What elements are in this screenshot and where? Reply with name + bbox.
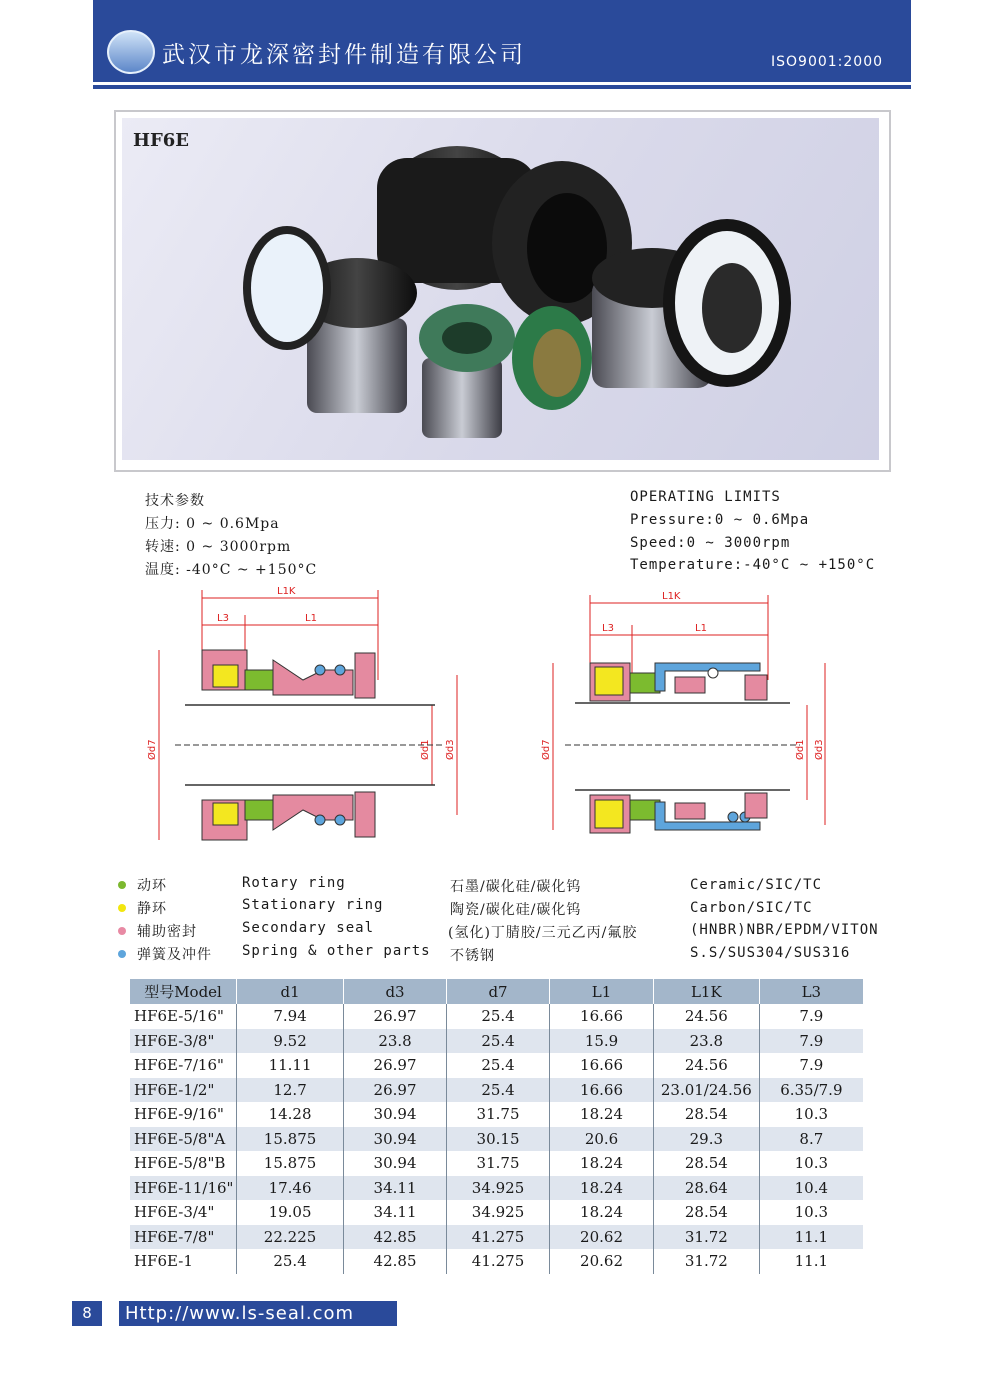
table-cell: 42.85 [344,1225,447,1250]
col-header-d3: d3 [344,979,447,1004]
specs-cn-pressure: 压力: 0 ~ 0.6Mpa [145,516,280,532]
table-row [130,1029,863,1054]
legend-en-0: Rotary ring [242,875,346,891]
company-name: 武汉市龙深密封件制造有限公司 [162,42,526,68]
table-cell: 7.9 [799,1056,824,1075]
table-row [130,1078,863,1103]
table-row [130,1102,863,1127]
drawing-right [535,585,835,860]
legend-dot-secondary [118,927,126,935]
legend-dot-rotary [118,881,126,889]
table-cell: 17.46 [237,1176,344,1201]
seal-photo-illustration [122,118,879,460]
table-header-row [130,979,863,1004]
table-cell: 25.4 [446,1078,549,1103]
table-cell: 24.56 [653,1053,759,1078]
table-cell: 10.4 [759,1176,863,1201]
table-cell: HF6E-5/16" [130,1004,237,1029]
legend-en-3: Spring & other parts [242,943,431,959]
table-cell: 31.72 [653,1225,759,1250]
table-cell: 23.8 [653,1029,759,1054]
table-cell: HF6E-11/16" [130,1176,237,1201]
legend-mat-cn-2: (氢化)丁腈胶/三元乙丙/氟胶 [448,925,638,941]
table-cell: 31.75 [446,1102,549,1127]
dim-d7-left: Ød7 [147,739,158,760]
table-cell: 28.54 [653,1102,759,1127]
table-cell: 16.66 [550,1078,654,1103]
specs-en-temperature: Temperature:-40°C ~ +150°C [630,557,876,573]
table-cell: 41.275 [446,1225,549,1250]
legend-mat-cn-3: 不锈钢 [450,948,495,964]
drawing-left [145,585,475,860]
table-cell: HF6E-5/8"A [130,1127,237,1152]
dim-d7-right: Ød7 [541,739,552,760]
table-body [130,1004,863,1274]
table-cell: 26.97 [344,1053,447,1078]
table-cell: 18.24 [550,1200,654,1225]
legend-mat-cn-0: 石墨/碳化硅/碳化钨 [450,879,582,895]
table-row [130,1151,863,1176]
legend-cn-2: 辅助密封 [137,924,197,940]
table-cell: HF6E-7/16" [130,1053,237,1078]
table-cell: 7.9 [759,1029,863,1054]
col-header-l1: L1 [550,979,654,1004]
col-header-l3: L3 [759,979,863,1004]
table-cell: 8.7 [759,1127,863,1152]
table-cell: 26.97 [344,1078,447,1103]
specs-en-title: OPERATING LIMITS [630,489,781,505]
dimension-table [130,979,863,1274]
specs-cn-title: 技术参数 [145,493,205,509]
table-cell: 19.05 [237,1200,344,1225]
table-cell: 10.3 [794,1203,829,1222]
table-cell: 20.62 [550,1225,654,1250]
legend-en-1: Stationary ring [242,897,384,913]
table-cell: 7.94 [237,1004,344,1029]
table-row [130,1225,863,1250]
table-cell: 20.62 [550,1249,654,1274]
table-row [130,1127,863,1152]
dim-d1-left: Ød1 [420,739,431,760]
legend-cn-0: 动环 [137,878,167,894]
table-cell: 30.15 [446,1127,549,1152]
table-row [130,1249,863,1274]
table-cell: 15.9 [550,1029,654,1054]
table-cell: 30.94 [344,1127,447,1152]
table-cell: HF6E-1/2" [130,1078,237,1103]
table-cell: 28.54 [653,1200,759,1225]
table-cell: 24.56 [653,1004,759,1029]
header-rule [93,85,911,89]
table-cell: 15.875 [237,1127,344,1152]
table-cell: 30.94 [344,1151,447,1176]
table-cell: 25.4 [446,1029,549,1054]
table-cell: 10.3 [794,1154,829,1173]
legend-en-2: Secondary seal [242,920,375,936]
table-cell: 14.28 [237,1102,344,1127]
table-cell: 30.94 [344,1102,447,1127]
table-row [130,1176,863,1201]
table-cell: 11.1 [759,1225,863,1250]
table-row [130,1053,863,1078]
legend-mat-en-2: (HNBR)NBR/EPDM/VITON [690,922,879,938]
table-cell: 10.3 [794,1105,829,1124]
specs-en-pressure: Pressure:0 ~ 0.6Mpa [630,512,810,528]
table-cell: 20.6 [550,1127,654,1152]
dim-d3-right: Ød3 [814,739,825,760]
table-cell: 23.8 [344,1029,447,1054]
table-cell: 18.24 [550,1102,654,1127]
legend-dot-spring [118,950,126,958]
certification-label: ISO9001:2000 [771,54,884,70]
table-cell: 34.925 [446,1200,549,1225]
dim-l1k-right: L1K [662,591,681,602]
legend-cn-1: 静环 [137,901,167,917]
table-cell: 31.72 [653,1249,759,1274]
table-cell: 16.66 [550,1053,654,1078]
table-row [130,1004,863,1029]
table-cell: HF6E-9/16" [130,1102,237,1127]
page-number: 8 [72,1301,102,1326]
dim-d3-left: Ød3 [445,739,456,760]
specs-cn-speed: 转速: 0 ~ 3000rpm [145,539,292,555]
legend-mat-en-3: S.S/SUS304/SUS316 [690,945,851,961]
table-row [130,1200,863,1225]
table-cell: 11.1 [794,1252,829,1271]
col-header-model: 型号Model [130,979,237,1004]
table-cell: 34.11 [344,1200,447,1225]
product-model-title: HF6E [133,130,190,151]
table-cell: HF6E-5/8"B [130,1151,237,1176]
table-cell: 28.54 [653,1151,759,1176]
table-cell: 26.97 [344,1004,447,1029]
table-cell: 9.52 [237,1029,344,1054]
dim-l1k-left: L1K [277,586,296,597]
table-cell: 42.85 [344,1249,447,1274]
table-cell: 41.275 [446,1249,549,1274]
specs-cn-temperature: 温度: -40°C ~ +150°C [145,562,318,578]
table-cell: 25.4 [237,1249,344,1274]
dim-l3-left: L3 [217,613,229,624]
col-header-l1k: L1K [653,979,759,1004]
table-cell: 34.11 [344,1176,447,1201]
legend-mat-en-1: Carbon/SIC/TC [690,900,813,916]
table-cell: 18.24 [550,1176,654,1201]
table-cell: HF6E-3/8" [130,1029,237,1054]
table-cell: 25.4 [446,1053,549,1078]
table-cell: 15.875 [237,1151,344,1176]
table-cell: 6.35/7.9 [759,1078,863,1103]
table-cell: 28.64 [653,1176,759,1201]
dim-l1-right: L1 [695,623,707,634]
table-cell: 29.3 [653,1127,759,1152]
dim-l3-right: L3 [602,623,614,634]
table-cell: HF6E-7/8" [130,1225,237,1250]
table-cell: 12.7 [237,1078,344,1103]
product-photo [122,118,879,460]
website-url[interactable]: Http://www.ls-seal.com [119,1301,397,1326]
legend-mat-cn-1: 陶瓷/碳化硅/碳化钨 [450,902,582,918]
table-cell: 34.925 [446,1176,549,1201]
legend-cn-3: 弹簧及冲件 [137,947,212,963]
dim-d1-right: Ød1 [795,739,806,760]
col-header-d1: d1 [237,979,344,1004]
table-cell: HF6E-1 [130,1249,237,1274]
table-cell: 16.66 [550,1004,654,1029]
table-cell: 18.24 [550,1151,654,1176]
table-cell: 7.9 [799,1007,824,1026]
legend-mat-en-0: Ceramic/SIC/TC [690,877,823,893]
table-cell: HF6E-3/4" [130,1200,237,1225]
legend-dot-stationary [118,904,126,912]
table-cell: 25.4 [446,1004,549,1029]
col-header-d7: d7 [446,979,549,1004]
company-logo-icon [107,30,155,74]
dim-l1-left: L1 [305,613,317,624]
table-cell: 11.11 [237,1053,344,1078]
table-cell: 31.75 [446,1151,549,1176]
table-cell: 22.225 [237,1225,344,1250]
table-cell: 23.01/24.56 [653,1078,759,1103]
specs-en-speed: Speed:0 ~ 3000rpm [630,535,791,551]
